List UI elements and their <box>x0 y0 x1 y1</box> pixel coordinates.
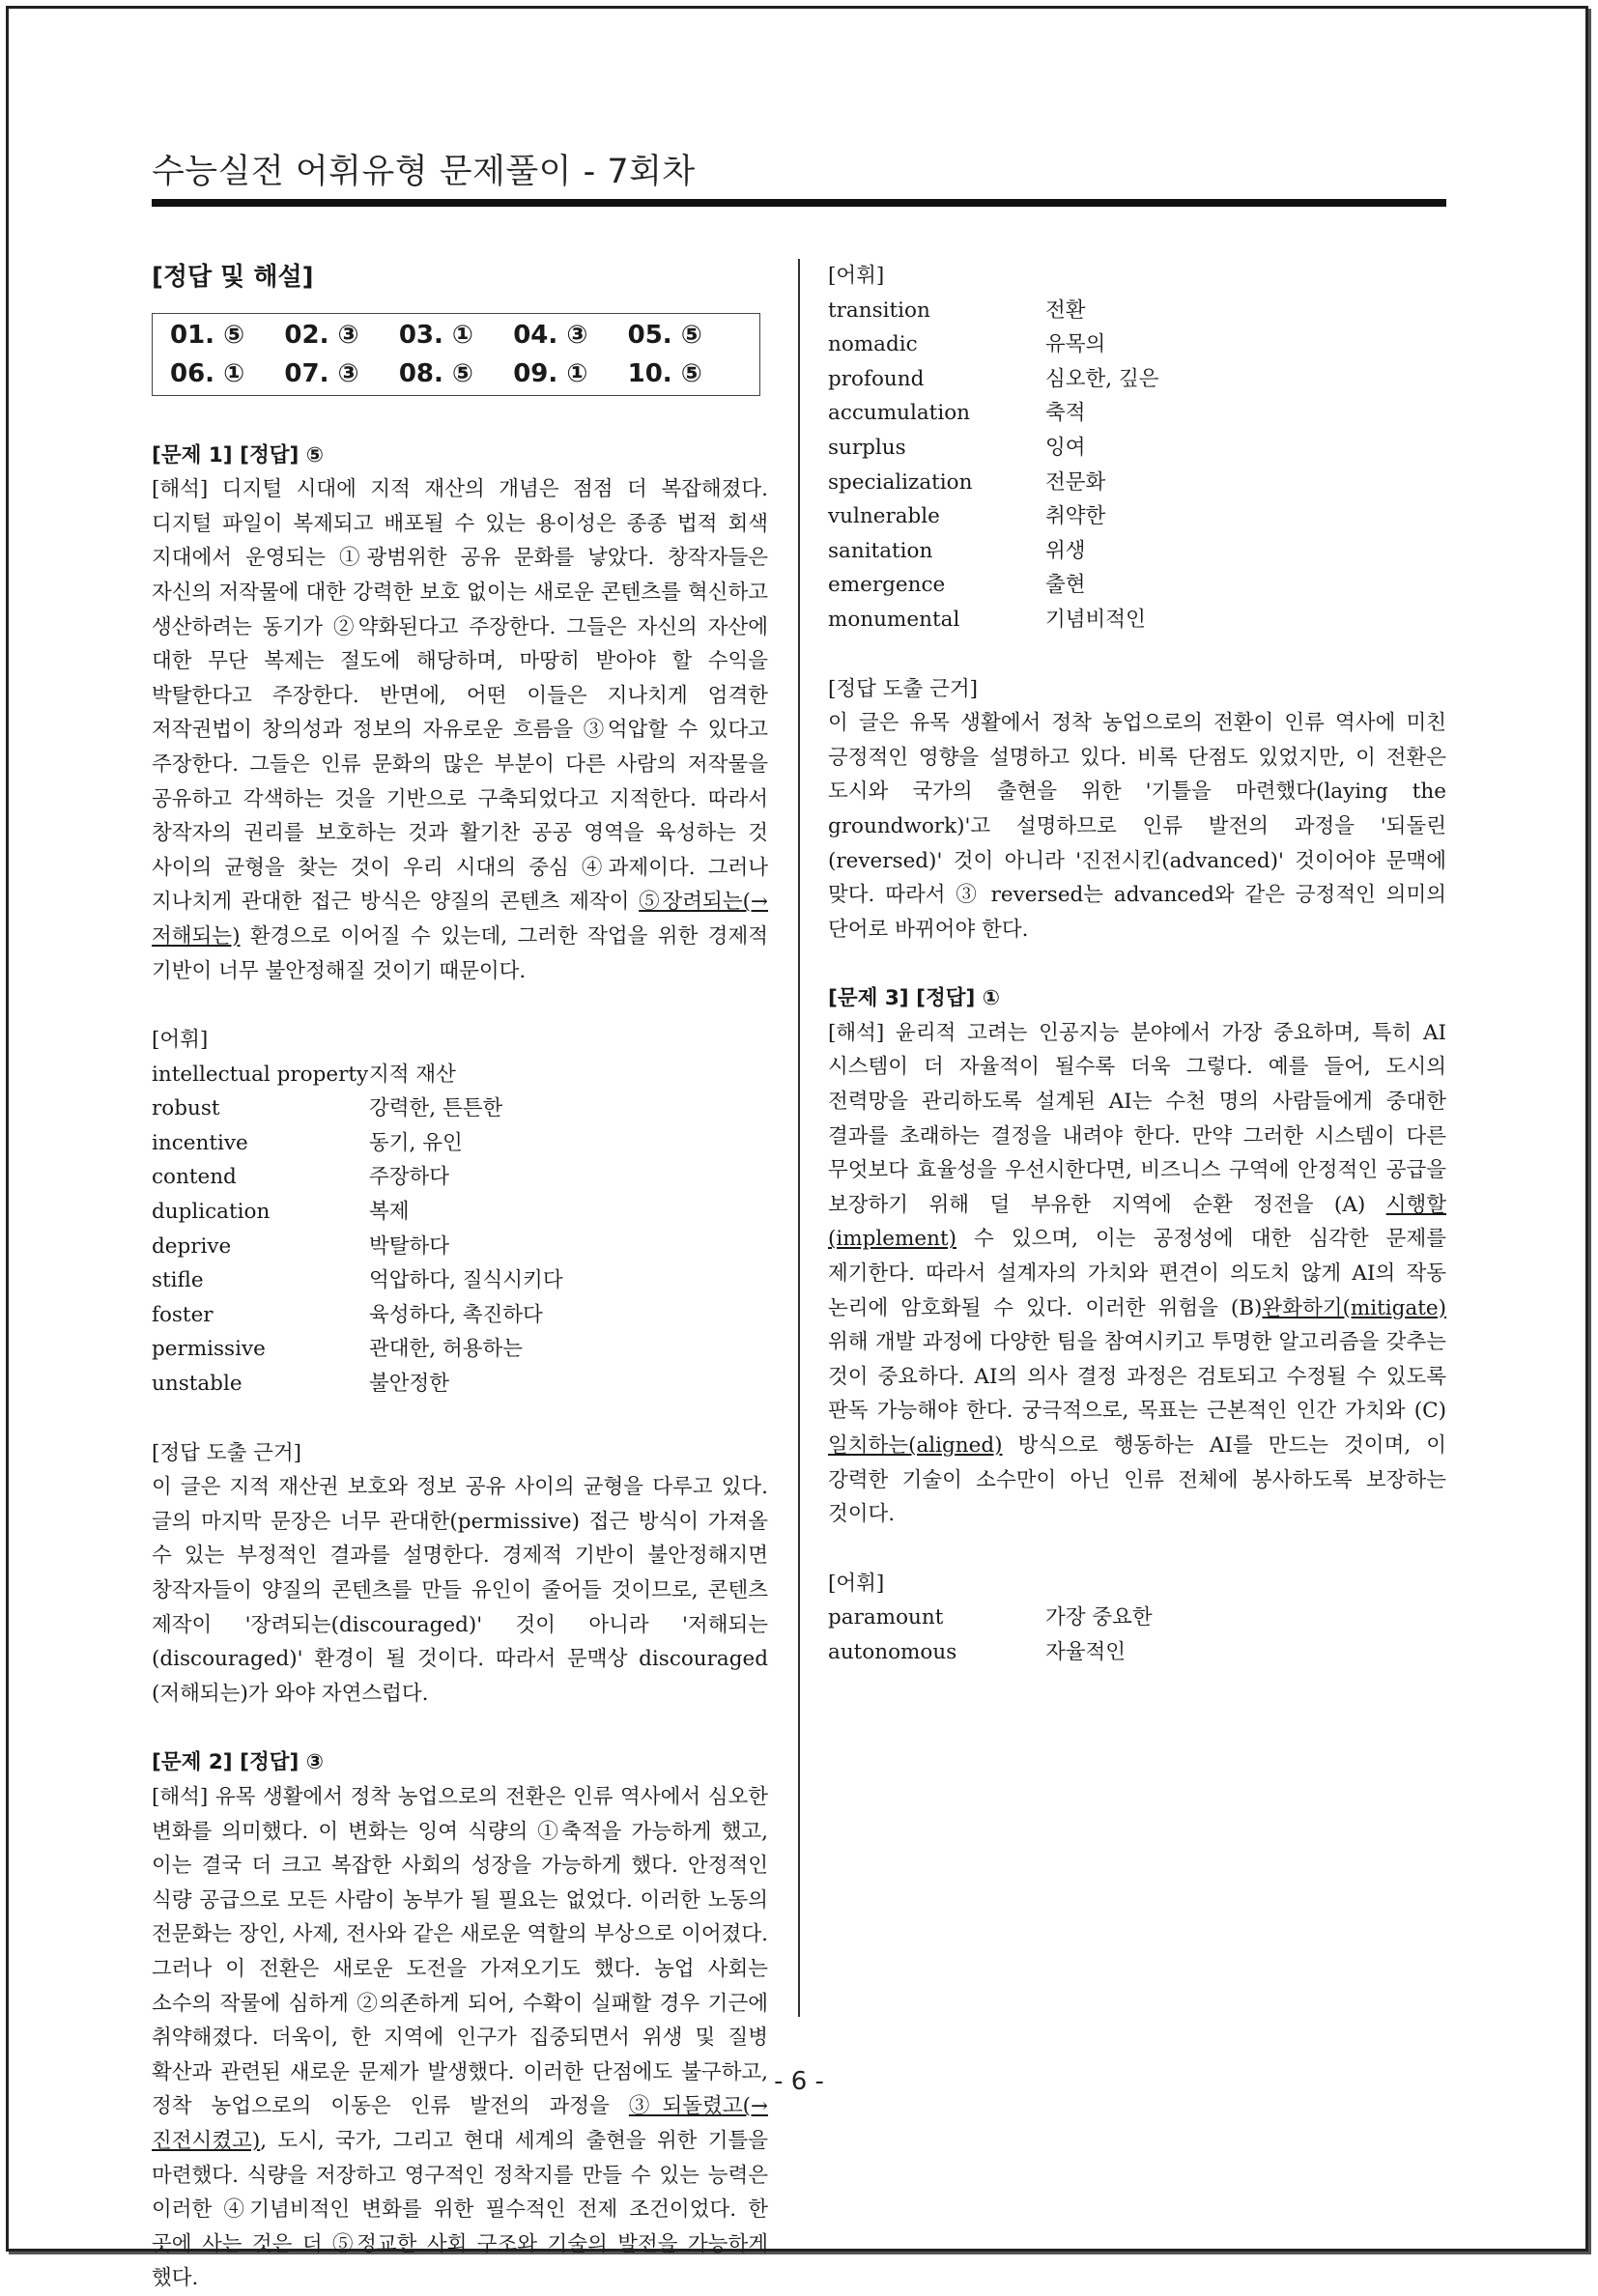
vocab-meaning: 출현 <box>1045 573 1086 598</box>
answer-item: 01. ⑤ <box>170 320 245 350</box>
answer-row-2 <box>170 354 742 393</box>
left-column <box>152 261 768 2296</box>
vocab-meaning: 육성하다, 촉진하다 <box>369 1302 543 1327</box>
q1-basis-label: [정답 도출 근거] <box>152 1440 302 1465</box>
vocab-meaning: 기념비적인 <box>1045 607 1146 632</box>
vocab-term: emergence <box>828 573 946 598</box>
answers-heading: [정답 및 해설] <box>152 263 314 292</box>
answer-item: 06. ① <box>170 358 245 388</box>
q1-vocab-list <box>152 1058 768 1402</box>
vocab-term: profound <box>828 366 925 391</box>
q1-basis-text: 이 글은 지적 재산권 보호와 정보 공유 사이의 균형을 다루고 있다. 글의 마지막 문장은 너무 관대한(permissive) 접근 방식이 가져올 수 있는 부정적인 결과를 설명한다. 경제적 기반이 불안정해지면 창작자들이 양질의 콘텐츠를 만들 유인이 줄어들 것이므로, 콘텐츠 제작이 '장려되는(discouraged)' 것이 아니라 '저해되는(discouraged)' 환경이 될 것이다. 따라서 문맥상 discouraged (저해되는)가 와야 자연스럽다. <box>152 1475 768 1706</box>
q3-underlined-c: 일치하는(aligned) <box>828 1433 1003 1458</box>
vocab-term: duplication <box>152 1200 271 1225</box>
header-rule <box>152 199 1446 207</box>
vocab-term: monumental <box>828 607 960 632</box>
q2-vocab-label: [어휘] <box>828 264 885 288</box>
q3-heading: [문제 3] [정답] ① <box>828 986 1000 1011</box>
q2-vocab-list <box>828 294 1446 638</box>
q1-commentary: [해석] 디지털 시대에 지적 재산의 개념은 점점 더 복잡해졌다. 디지털 파일이 복제되고 배포될 수 있는 용이성은 종종 법적 회색 지대에서 운영되는 ①광범위한 공유 문화를 낳았다. 창작자들은 자신의 저작물에 대한 강력한 보호 없이는 새로운 콘텐츠를 혁신하고 생산하려는 동기가 ②약화된다고 주장한다. 그들은 자신의 자산에 대한 무단 복제는 절도에 해당하며, 마땅히 받아야 할 수익을 박탈한다고 주장한다. 반면에, 어떤 이들은 지나치게 엄격한 저작권법이 창의성과 정보의 자유로운 흐름을 ③억압할 수 있다고 주장한다. 그들은 인류 문화의 많은 부분이 다른 사람의 저작물을 공유하고 각색하는 것을 기반으로 구축되었다고 지적한다. 따라서 창작자의 권리를 보호하는 것과 활기찬 공공 영역을 육성하는 것 사이의 균형을 찾는 것이 우리 시대의 중심 ④과제이다. 그러나 지나치게 관대한 접근 방식은 양질의 콘텐츠 제작이 ⑤장려되는(→ 저해되는) 환경으로 이어질 수 있는데, 그러한 작업을 위한 경제적 기반이 너무 불안정해질 것이기 때문이다. <box>152 477 768 983</box>
answer-item: 03. ① <box>398 320 473 350</box>
vocab-meaning: 축적 <box>1045 401 1086 426</box>
q2-basis-label: [정답 도출 근거] <box>828 676 979 701</box>
q2-underlined-answer: ③되돌렸고(→ 진전시켰고) <box>152 2094 768 2153</box>
answer-item: 02. ③ <box>284 320 359 350</box>
vocab-meaning: 동기, 유인 <box>369 1130 463 1155</box>
vocab-term: foster <box>152 1302 214 1327</box>
vocab-term: sanitation <box>828 538 933 563</box>
vocab-meaning: 억압하다, 질식시키다 <box>369 1268 563 1293</box>
vocab-meaning: 관대한, 허용하는 <box>369 1337 524 1362</box>
q2-basis <box>828 672 1446 948</box>
answer-item: 05. ⑤ <box>627 320 702 350</box>
q2-heading: [문제 2] [정답] ③ <box>152 1750 324 1775</box>
vocab-term: unstable <box>152 1372 243 1397</box>
vocab-meaning: 심오한, 깊은 <box>1045 366 1159 391</box>
vocab-meaning: 가장 중요한 <box>1045 1605 1153 1630</box>
vocab-meaning: 잉여 <box>1045 435 1086 460</box>
q1-heading: [문제 1] [정답] ⑤ <box>152 442 324 468</box>
q2-commentary: [해석] 유목 생활에서 정착 농업으로의 전환은 인류 역사에서 심오한 변화를 의미했다. 이 변화는 잉여 식량의 ①축적을 가능하게 했고, 이는 결국 더 크고 복잡한 사회의 성장을 가능하게 했다. 안정적인 식량 공급으로 모든 사람이 농부가 될 필요는 없었다. 이러한 노동의 전문화는 장인, 사제, 전사와 같은 새로운 역할의 부상으로 이어졌다. 그러나 이 전환은 새로운 도전을 가져오기도 했다. 농업 사회는 소수의 작물에 심하게 ②의존하게 되어, 수확이 실패할 경우 기근에 취약해졌다. 더욱이, 한 지역에 인구가 집중되면서 위생 및 질병 확산과 관련된 새로운 문제가 발생했다. 이러한 단점에도 불구하고, 정착 농업으로의 이동은 인류 발전의 과정을 ③되돌렸고(→ 진전시켰고), 도시, 국가, 그리고 현대 세계의 출현을 위한 기틀을 마련했다. 식량을 저장하고 영구적인 정착지를 만들 수 있는 능력은 이러한 ④기념비적인 변화를 위한 필수적인 전제 조건이었다. 한 곳에 사는 것은 더 ⑤정교한 사회 구조와 기술의 발전을 가능하게 했다. <box>152 1784 768 2291</box>
vocab-term: nomadic <box>828 332 918 357</box>
page-header <box>152 145 1446 193</box>
q2-vocab <box>828 259 1446 638</box>
vocab-term: paramount <box>828 1605 944 1630</box>
q1-section <box>152 439 768 1712</box>
q2-section <box>152 1745 768 2296</box>
vocab-meaning: 전환 <box>1045 298 1086 323</box>
q3-vocab <box>828 1567 1446 1670</box>
vocab-term: permissive <box>152 1337 266 1362</box>
vocab-term: surplus <box>828 435 906 460</box>
vocab-meaning: 복제 <box>369 1200 410 1225</box>
answer-item: 07. ③ <box>284 358 359 388</box>
q1-basis <box>152 1436 768 1712</box>
q3-section <box>828 981 1446 1669</box>
q3-commentary: [해석] 윤리적 고려는 인공지능 분야에서 가장 중요하며, 특히 AI 시스템이 더 자율적이 될수록 더욱 그렇다. 예를 들어, 도시의 전력망을 관리하도록 설계된 AI는 수천 명의 사람들에게 중대한 결과를 초래하는 결정을 내려야 한다. 만약 그러한 시스템이 다른 무엇보다 효율성을 우선시한다면, 비즈니스 구역에 안정적인 공급을 보장하기 위해 덜 부유한 지역에 순환 정전을 (A) 시행할(implement) 수 있으며, 이는 공정성에 대한 심각한 문제를 제기한다. 따라서 설계자의 가치와 편견이 의도치 않게 AI의 작동 논리에 암호화될 수 있다. 이러한 위험을 (B)완화하기(mitigate) 위해 개발 과정에 다양한 팀을 참여시키고 투명한 알고리즘을 갖추는 것이 중요하다. AI의 의사 결정 과정은 검토되고 수정될 수 있도록 판독 가능해야 한다. 궁극적으로, 목표는 근본적인 인간 가치와 (C)일치하는(aligned) 방식으로 행동하는 AI를 만드는 것이며, 이 강력한 기술이 소수만이 아닌 인류 전체에 봉사하도록 보장하는 것이다. <box>828 1020 1446 1527</box>
vocab-term: specialization <box>828 469 973 495</box>
answer-key-box <box>152 313 760 396</box>
vocab-meaning: 주장하다 <box>369 1165 450 1190</box>
column-divider <box>798 259 800 2017</box>
q2-basis-text: 이 글은 유목 생활에서 정착 농업으로의 전환이 인류 역사에 미친 긍정적인 영향을 설명하고 있다. 비록 단점도 있었지만, 이 전환은 도시와 국가의 출현을 위한 '기틀을 마련했다(laying the groundwork)'고 설명하므로 인류 발전의 과정을 '되돌린(reversed)' 것이 아니라 '진전시킨(advanced)' 것이어야 문맥에 맞다. 따라서 ③ reversed는 advanced와 같은 긍정적인 의미의 단어로 바뀌어야 한다. <box>828 711 1446 942</box>
q3-vocab-list <box>828 1601 1446 1669</box>
vocab-meaning: 취약한 <box>1045 504 1106 529</box>
vocab-term: incentive <box>152 1130 248 1155</box>
page-title: 수능실전 어휘유형 문제풀이 - 7회차 <box>152 153 696 191</box>
vocab-meaning: 유목의 <box>1045 332 1106 357</box>
vocab-term: accumulation <box>828 401 970 426</box>
right-column <box>828 259 1446 1670</box>
vocab-term: transition <box>828 298 930 323</box>
q3-underlined-b: 완화하기(mitigate) <box>1262 1295 1446 1320</box>
vocab-term: intellectual property <box>152 1062 369 1087</box>
vocab-term: stifle <box>152 1268 204 1293</box>
vocab-meaning: 자율적인 <box>1045 1639 1127 1664</box>
answer-item: 10. ⑤ <box>627 358 702 388</box>
answer-item: 09. ① <box>513 358 588 388</box>
q3-vocab-label: [어휘] <box>828 1571 885 1596</box>
vocab-meaning: 강력한, 튼튼한 <box>369 1096 503 1121</box>
vocab-term: autonomous <box>828 1639 957 1664</box>
q1-underlined-answer: ⑤장려되는(→ 저해되는) <box>152 890 768 949</box>
vocab-meaning: 전문화 <box>1045 469 1106 495</box>
vocab-meaning: 위생 <box>1045 538 1086 563</box>
page-number: - 6 - <box>774 2067 824 2096</box>
q1-vocab-label: [어휘] <box>152 1028 209 1053</box>
vocab-term: robust <box>152 1096 220 1121</box>
q1-vocab <box>152 1023 768 1402</box>
vocab-term: contend <box>152 1165 237 1190</box>
vocab-meaning: 지적 재산 <box>369 1062 456 1087</box>
answer-item: 04. ③ <box>513 320 588 350</box>
answer-item: 08. ⑤ <box>398 358 473 388</box>
vocab-meaning: 박탈하다 <box>369 1233 450 1259</box>
vocab-term: deprive <box>152 1233 232 1259</box>
vocab-term: vulnerable <box>828 504 940 529</box>
vocab-meaning: 불안정한 <box>369 1372 450 1397</box>
answer-row-1 <box>170 316 742 354</box>
q3-underlined-a: 시행할(implement) <box>828 1192 1446 1252</box>
